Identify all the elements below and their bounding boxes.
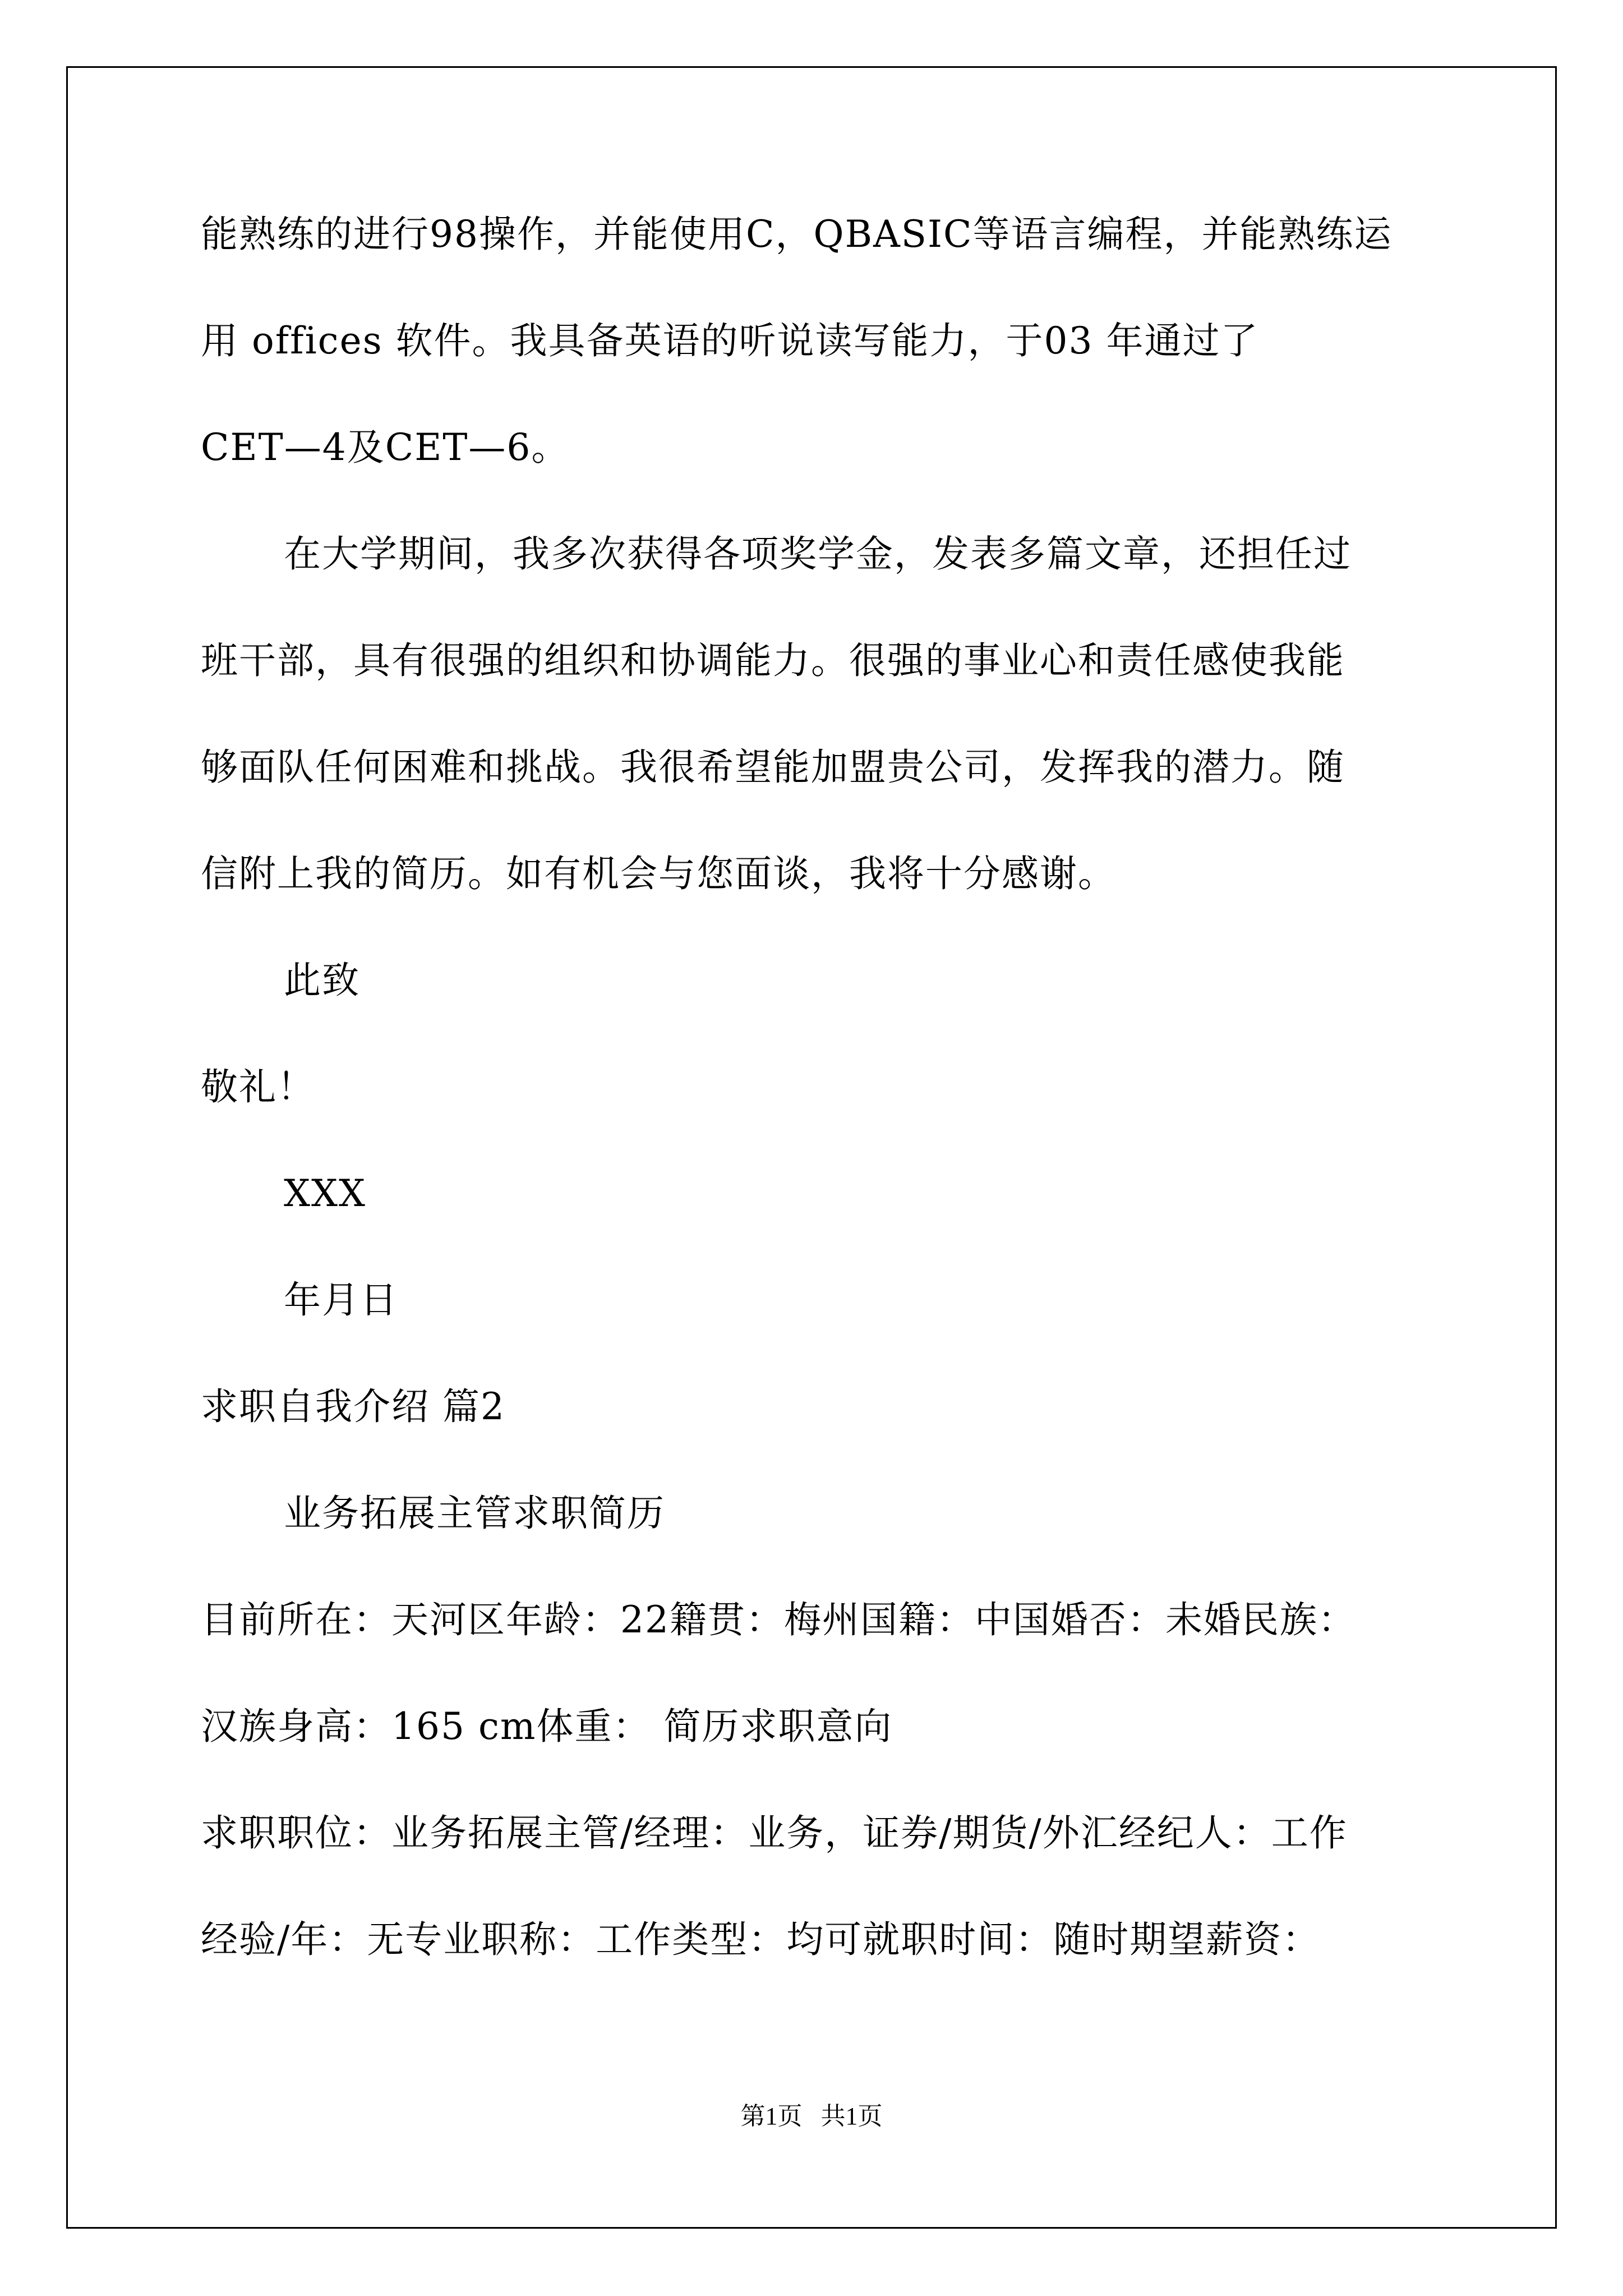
text-line-4: 在大学期间，我多次获得各项奖学金，发表多篇文章，还担任过 bbox=[284, 532, 1352, 576]
text-line-3: CET—4及CET—6。 bbox=[201, 426, 570, 469]
signature-name: XXX bbox=[284, 1172, 366, 1215]
section-heading: 求职自我介绍 篇2 bbox=[201, 1385, 505, 1428]
text-line-15: 汉族身高：165 cm体重： 简历求职意向 bbox=[201, 1705, 893, 1748]
resume-title: 业务拓展主管求职简历 bbox=[284, 1492, 665, 1535]
text-line-7: 信附上我的简历。如有机会与您面谈，我将十分感谢。 bbox=[201, 852, 1116, 895]
text-line-1: 能熟练的进行98操作，并能使用C，QBASIC等语言编程，并能熟练运 bbox=[201, 213, 1393, 256]
signature-date: 年月日 bbox=[284, 1278, 398, 1322]
text-line-6: 够面队任何困难和挑战。我很希望能加盟贵公司，发挥我的潜力。随 bbox=[201, 746, 1345, 789]
page-border bbox=[66, 66, 1557, 2229]
page-number: 第1页 共1页 bbox=[740, 2102, 883, 2130]
closing-regards: 敬礼！ bbox=[201, 1065, 315, 1108]
text-line-17: 经验/年：无专业职称：工作类型：均可就职时间：随时期望薪资： bbox=[201, 1918, 1321, 1961]
text-line-14: 目前所在：天河区年龄：22籍贯：梅州国籍：中国婚否：未婚民族： bbox=[201, 1598, 1356, 1641]
text-line-5: 班干部，具有很强的组织和协调能力。很强的事业心和责任感使我能 bbox=[201, 639, 1345, 682]
text-line-16: 求职职位：业务拓展主管/经理：业务，证券/期货/外汇经纪人：工作 bbox=[201, 1811, 1348, 1855]
page-footer bbox=[0, 2101, 1623, 2132]
text-line-2: 用 offices 软件。我具备英语的听说读写能力，于03 年通过了 bbox=[201, 319, 1259, 362]
closing-salutation: 此致 bbox=[284, 959, 360, 1002]
